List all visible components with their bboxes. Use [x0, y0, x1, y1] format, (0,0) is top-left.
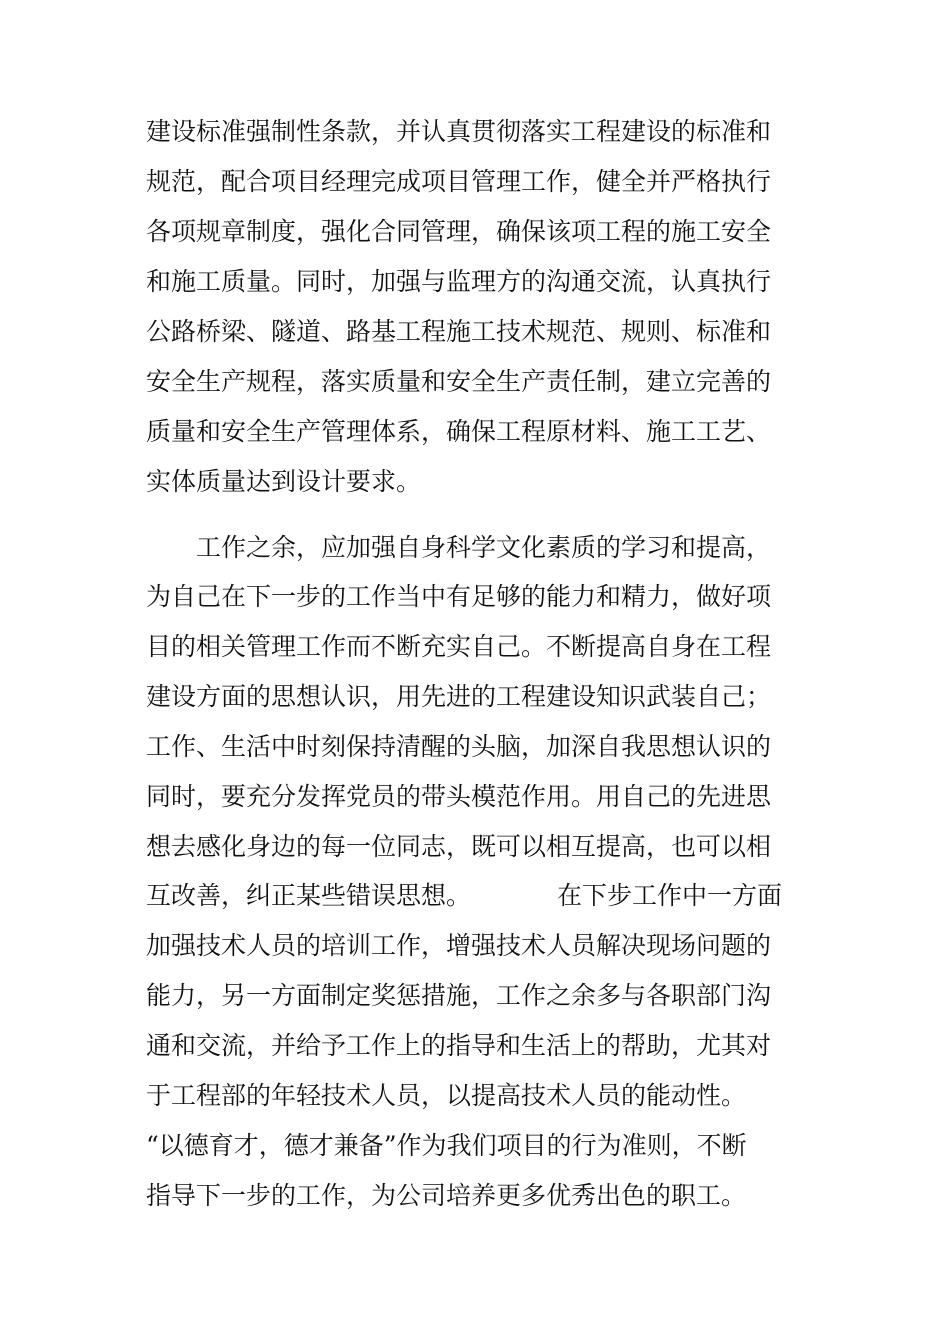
text-line: 工作、生活中时刻保持清醒的头脑，加深自我思想认识的	[146, 732, 772, 761]
text-line: 建设方面的思想认识，用先进的工程建设知识武装自己；	[146, 682, 772, 711]
text-line: 安全生产规程，落实质量和安全生产责任制，建立完善的	[146, 367, 772, 396]
text-line: 和施工质量。同时，加强与监理方的沟通交流，认真执行	[146, 267, 772, 296]
text-line: “以德育才，德才兼备”作为我们项目的行为准则，不断	[146, 1131, 747, 1160]
text-line: 同时，要充分发挥党员的带头模范作用。用自己的先进思	[146, 782, 772, 811]
text-line: 为自己在下一步的工作当中有足够的能力和精力，做好项	[146, 582, 772, 611]
text-segment: 互改善，纠正某些错误思想。	[146, 881, 472, 910]
text-segment: 在下步工作中一方面	[557, 881, 783, 910]
text-line: 能力，另一方面制定奖惩措施，工作之余多与各职部门沟	[146, 981, 772, 1010]
text-line: 实体质量达到设计要求。	[146, 467, 422, 496]
text-line: 通和交流，并给予工作上的指导和生活上的帮助，尤其对	[146, 1031, 772, 1060]
text-line: 各项规章制度，强化合同管理，确保该项工程的施工安全	[146, 217, 772, 246]
text-line: 目的相关管理工作而不断充实自己。不断提高自身在工程	[146, 632, 772, 661]
text-line-with-gap	[146, 881, 782, 911]
text-line: 质量和安全生产管理体系，确保工程原材料、施工工艺、	[146, 417, 772, 446]
text-line: 建设标准强制性条款，并认真贯彻落实工程建设的标准和	[146, 117, 772, 146]
text-line: 于工程部的年轻技术人员，以提高技术人员的能动性。	[146, 1081, 747, 1110]
text-line: 指导下一步的工作，为公司培养更多优秀出色的职工。	[146, 1181, 747, 1210]
text-line: 想去感化身边的每一位同志，既可以相互提高，也可以相	[146, 832, 772, 861]
text-line: 规范，配合项目经理完成项目管理工作，健全并严格执行	[146, 167, 772, 196]
text-line: 加强技术人员的培训工作，增强技术人员解决现场问题的	[146, 931, 772, 960]
text-line: 公路桥梁、隧道、路基工程施工技术规范、规则、标准和	[146, 317, 772, 346]
text-line: 工作之余，应加强自身科学文化素质的学习和提高，	[196, 533, 772, 562]
